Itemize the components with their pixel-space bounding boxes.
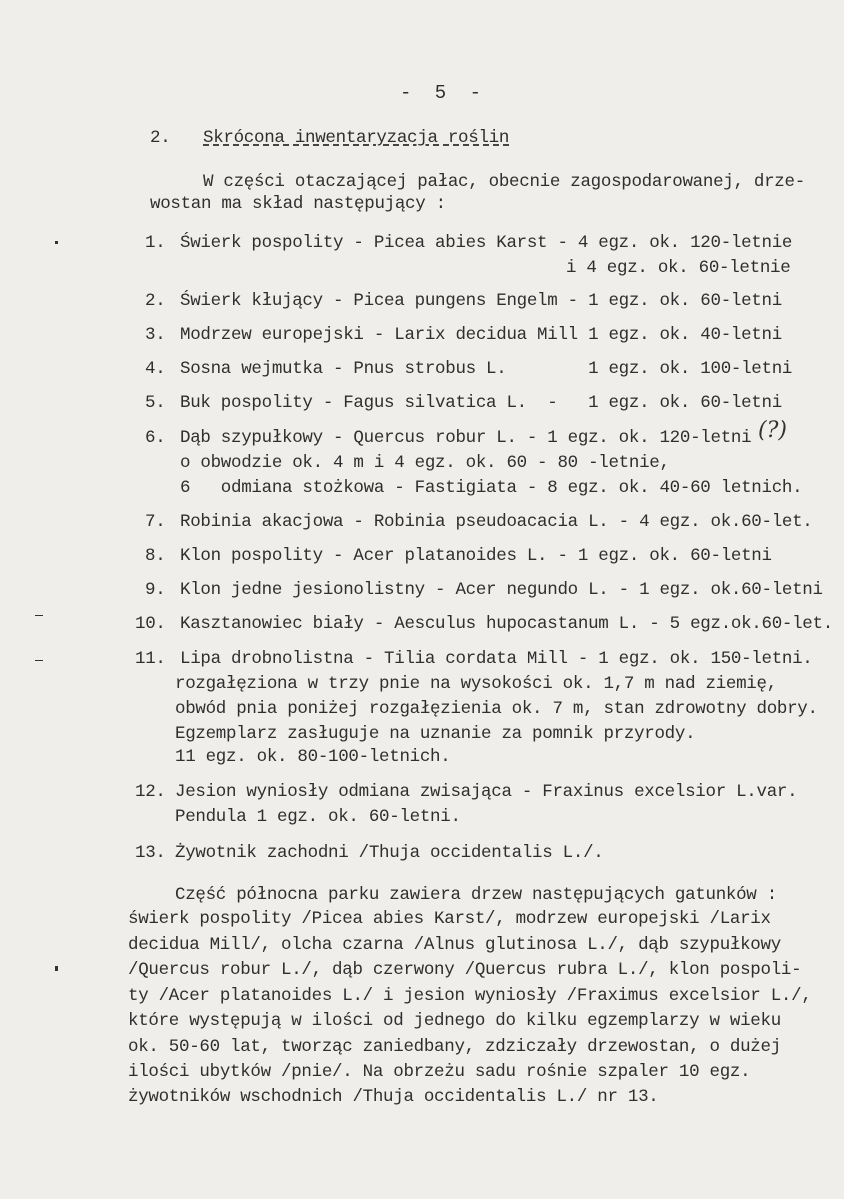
item-number: 12. — [135, 782, 166, 802]
item-line: Sosna wejmutka - Pnus strobus L. 1 egz. ok. 100-letni — [180, 359, 793, 379]
item-line: rozgałęziona w trzy pnie na wysokości ok. 1,7 m nad ziemię, — [175, 674, 777, 694]
closing-line: ok. 50-60 lat, tworząc zaniedbany, zdziczały drzewostan, o dużej — [128, 1037, 781, 1057]
item-number: 1. — [145, 233, 166, 253]
item-line: Lipa drobnolistna - Tilia cordata Mill - 1 egz. ok. 150-letni. — [180, 649, 813, 669]
item-line: 11 egz. ok. 80-100-letnich. — [175, 747, 451, 767]
handwritten-note: (?) — [758, 418, 787, 443]
item-line: Dąb szypułkowy - Quercus robur L. - 1 egz. ok. 120-letni — [180, 428, 752, 448]
item-line: Robinia akacjowa - Robinia pseudoacacia L. - 4 egz. ok.60-let. — [180, 512, 813, 532]
item-number: 7. — [145, 512, 166, 532]
closing-line: decidua Mill/, olcha czarna /Alnus glutinosa L./, dąb szypułkowy — [128, 935, 781, 955]
item-line: Żywotnik zachodni /Thuja occidentalis L./. — [175, 843, 604, 863]
item-number: 4. — [145, 359, 166, 379]
item-line: Egzemplarz zasługuje na uznanie za pomnik przyrody. — [175, 724, 696, 744]
item-number: 9. — [145, 580, 166, 600]
item-number: 11. — [135, 649, 166, 669]
item-number: 5. — [145, 393, 166, 413]
item-line: obwód pnia poniżej rozgałęzienia ok. 7 m, stan zdrowotny dobry. — [175, 699, 818, 719]
item-number: 8. — [145, 546, 166, 566]
margin-speck — [35, 615, 43, 616]
item-line: o obwodzie ok. 4 m i 4 egz. ok. 60 - 80 -letnie, — [180, 453, 670, 473]
closing-line: świerk pospolity /Picea abies Karst/, modrzew europejski /Larix — [128, 909, 771, 929]
item-line: Modrzew europejski - Larix decidua Mill 1 egz. ok. 40-letni — [180, 325, 782, 345]
item-line: 6 odmiana stożkowa - Fastigiata - 8 egz. ok. 40-60 letnich. — [180, 478, 803, 498]
item-number: 6. — [145, 428, 166, 448]
intro-line-1: W części otaczającej pałac, obecnie zagospodarowanej, drze- — [203, 172, 805, 192]
item-line: i 4 egz. ok. 60-letnie — [566, 258, 791, 278]
section-number: 2. — [150, 128, 171, 148]
closing-line: /Quercus robur L./, dąb czerwony /Quercus rubra L./, klon pospoli- — [128, 960, 802, 980]
item-line: Świerk pospolity - Picea abies Karst - 4 egz. ok. 120-letnie — [180, 233, 793, 253]
item-line: Świerk kłujący - Picea pungens Engelm - 1 egz. ok. 60-letni — [180, 291, 782, 311]
closing-line: Część północna parku zawiera drzew następujących gatunków : — [175, 885, 777, 905]
item-line: Klon pospolity - Acer platanoides L. - 1 egz. ok. 60-letni — [180, 546, 772, 566]
closing-line: ilości ubytków /pnie/. Na obrzeżu sadu rośnie szpaler 10 egz. — [128, 1062, 751, 1082]
item-line: Pendula 1 egz. ok. 60-letni. — [175, 807, 461, 827]
item-line: Kasztanowiec biały - Aesculus hupocastanum L. - 5 egz.ok.60-let. — [180, 614, 833, 634]
item-line: Jesion wyniosły odmiana zwisająca - Fraxinus excelsior L.var. — [175, 782, 798, 802]
item-number: 10. — [135, 614, 166, 634]
margin-speck — [35, 660, 43, 661]
item-number: 2. — [145, 291, 166, 311]
item-number: 3. — [145, 325, 166, 345]
page-number: - 5 - — [400, 82, 488, 104]
item-line: Klon jedne jesionolistny - Acer negundo L. - 1 egz. ok.60-letni — [180, 580, 823, 600]
margin-speck — [55, 241, 58, 244]
intro-line-2: wostan ma skład następujący : — [150, 194, 446, 214]
margin-speck — [55, 966, 58, 971]
section-title: Skrócona inwentaryzacja roślin — [203, 128, 510, 148]
closing-line: żywotników wschodnich /Thuja occidentalis L./ nr 13. — [128, 1087, 659, 1107]
item-number: 13. — [135, 843, 166, 863]
closing-line: które występują w ilości od jednego do kilku egzemplarzy w wieku — [128, 1011, 781, 1031]
item-line: Buk pospolity - Fagus silvatica L. - 1 egz. ok. 60-letni — [180, 393, 782, 413]
closing-line: ty /Acer platanoides L./ i jesion wyniosły /Fraximus excelsior L./, — [128, 986, 812, 1006]
